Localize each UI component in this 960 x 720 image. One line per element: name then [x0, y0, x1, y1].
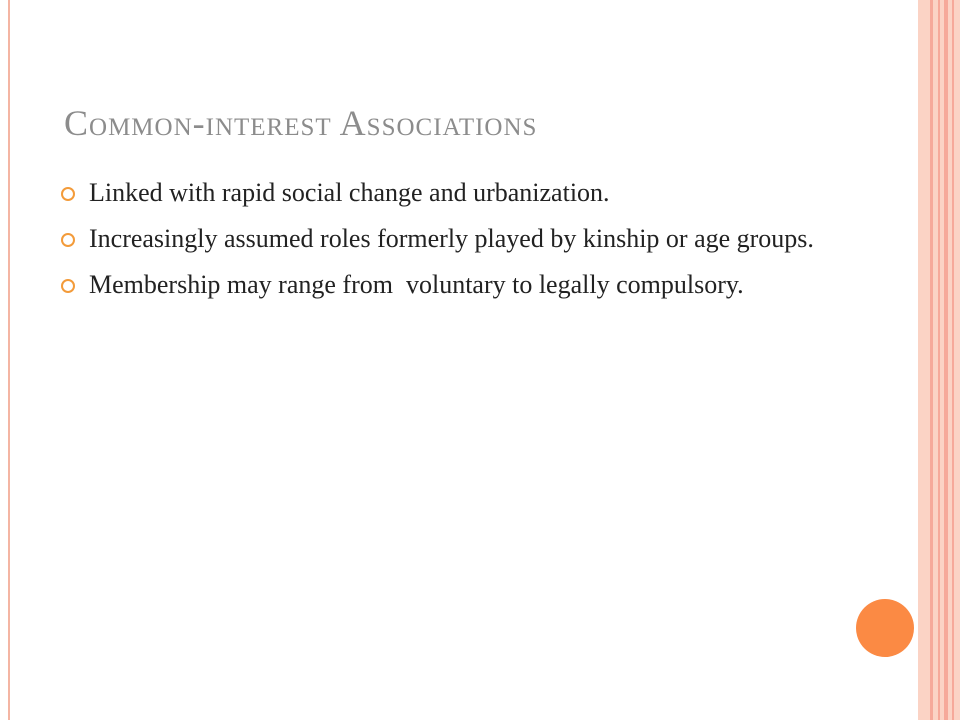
stripe [952, 0, 954, 720]
stripe [938, 0, 940, 720]
bullet-text: Membership may range from voluntary to legally compulsory. [89, 270, 744, 299]
stripe [944, 0, 948, 720]
bullet-item [60, 222, 820, 256]
slide-title: Common-interest Associations [64, 103, 538, 143]
bullet-text: Linked with rapid social change and urbanization. [89, 178, 610, 207]
bullet-circle-icon [61, 279, 75, 293]
bullet-circle-icon [61, 233, 75, 247]
bullet-text: Increasingly assumed roles formerly played by kinship or age groups. [89, 224, 814, 253]
bullet-item [60, 176, 820, 210]
left-border-line [8, 0, 10, 720]
right-stripe-band [918, 0, 960, 720]
bullet-item [60, 268, 820, 302]
bullet-list [60, 176, 820, 314]
bullet-circle-icon [61, 187, 75, 201]
accent-circle [856, 599, 914, 657]
stripe [930, 0, 933, 720]
